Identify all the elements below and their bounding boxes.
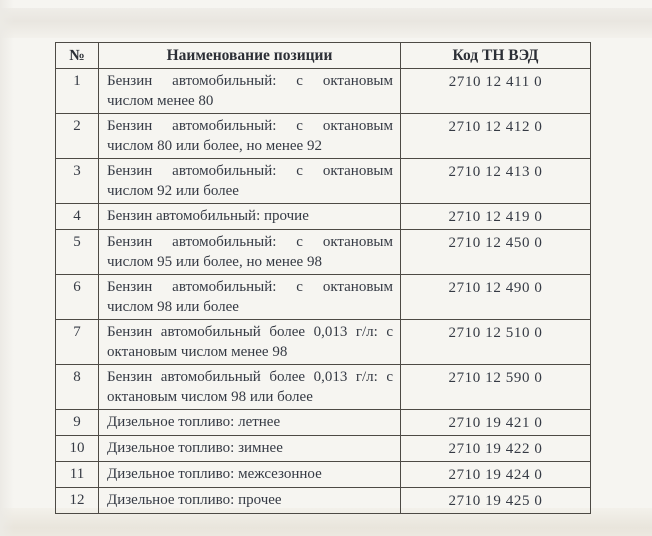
table-row	[56, 275, 591, 320]
tnved-code-cell: 2710 12 590 0	[401, 365, 591, 410]
tnved-code-cell: 2710 12 490 0	[401, 275, 591, 320]
tnved-code-cell: 2710 19 421 0	[401, 410, 591, 436]
row-number-cell: 9	[56, 410, 99, 436]
position-name-cell: Дизельное топливо: прочее	[99, 488, 401, 514]
position-name-cell: Дизельное топливо: межсезонное	[99, 462, 401, 488]
tnved-code-cell: 2710 19 422 0	[401, 436, 591, 462]
tnved-code-cell: 2710 19 425 0	[401, 488, 591, 514]
table-row	[56, 462, 591, 488]
position-name-cell: Бензин автомобильный: с октановым числом менее 80	[99, 69, 401, 114]
table-row	[56, 69, 591, 114]
row-number-cell: 6	[56, 275, 99, 320]
table-row	[56, 436, 591, 462]
table-row	[56, 204, 591, 230]
tnved-codes-table	[55, 42, 591, 514]
col-header-name: Наименование позиции	[99, 43, 401, 69]
row-number-cell: 11	[56, 462, 99, 488]
row-number-cell: 5	[56, 230, 99, 275]
table-row	[56, 410, 591, 436]
table-row	[56, 488, 591, 514]
table-row	[56, 114, 591, 159]
scan-shading-top	[0, 8, 652, 38]
tnved-code-cell: 2710 12 412 0	[401, 114, 591, 159]
row-number-cell: 10	[56, 436, 99, 462]
tnved-code-cell: 2710 19 424 0	[401, 462, 591, 488]
position-name-cell: Дизельное топливо: летнее	[99, 410, 401, 436]
table-row	[56, 159, 591, 204]
row-number-cell: 3	[56, 159, 99, 204]
row-number-cell: 4	[56, 204, 99, 230]
tnved-code-cell: 2710 12 510 0	[401, 320, 591, 365]
position-name-cell: Бензин автомобильный: с октановым числом 95 или более, но менее 98	[99, 230, 401, 275]
row-number-cell: 8	[56, 365, 99, 410]
row-number-cell: 2	[56, 114, 99, 159]
position-name-cell: Бензин автомобильный: с октановым числом 80 или более, но менее 92	[99, 114, 401, 159]
table-header-row	[56, 43, 591, 69]
table-row	[56, 230, 591, 275]
position-name-cell: Бензин автомобильный: прочие	[99, 204, 401, 230]
row-number-cell: 1	[56, 69, 99, 114]
position-name-cell: Бензин автомобильный: с октановым числом 92 или более	[99, 159, 401, 204]
col-header-code: Код ТН ВЭД	[401, 43, 591, 69]
scan-shading-left	[0, 0, 14, 536]
position-name-cell: Дизельное топливо: зимнее	[99, 436, 401, 462]
tnved-code-cell: 2710 12 419 0	[401, 204, 591, 230]
position-name-cell: Бензин автомобильный: с октановым числом 98 или более	[99, 275, 401, 320]
table-row	[56, 365, 591, 410]
position-name-cell: Бензин автомобильный более 0,013 г/л: с октановым числом менее 98	[99, 320, 401, 365]
tnved-code-cell: 2710 12 413 0	[401, 159, 591, 204]
row-number-cell: 12	[56, 488, 99, 514]
table-row	[56, 320, 591, 365]
row-number-cell: 7	[56, 320, 99, 365]
col-header-num: №	[56, 43, 99, 69]
position-name-cell: Бензин автомобильный более 0,013 г/л: с октановым числом 98 или более	[99, 365, 401, 410]
tnved-code-cell: 2710 12 450 0	[401, 230, 591, 275]
tnved-code-cell: 2710 12 411 0	[401, 69, 591, 114]
